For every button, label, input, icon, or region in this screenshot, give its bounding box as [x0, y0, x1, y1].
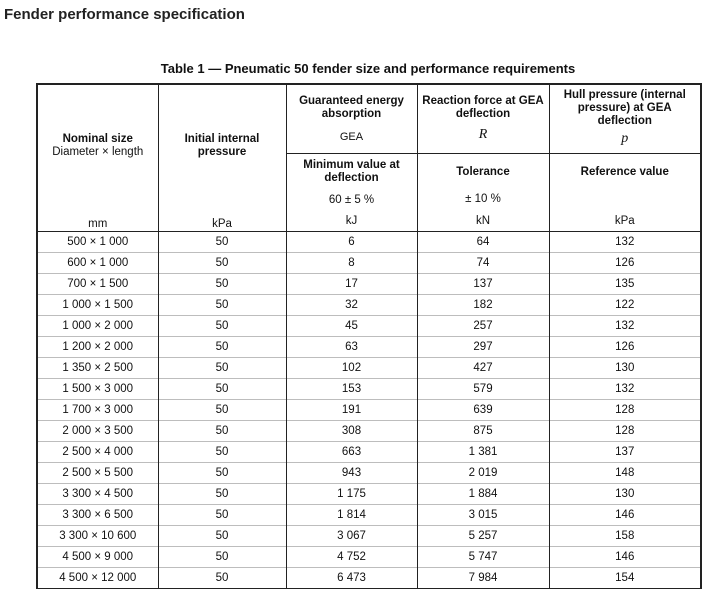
cell-energy: 1 175	[286, 484, 417, 505]
cell-hull-pressure: 122	[549, 295, 701, 316]
cell-reaction-force: 64	[417, 232, 549, 253]
initial-pressure-line1: Initial internal	[184, 133, 260, 145]
initial-pressure-line2: pressure	[197, 146, 247, 158]
table-row	[37, 484, 701, 505]
cell-initial-pressure: 50	[158, 316, 286, 337]
cell-nominal-size: 2 000 × 3 500	[37, 421, 158, 442]
cell-hull-pressure: 128	[549, 400, 701, 421]
table-row	[37, 505, 701, 526]
cell-nominal-size: 3 300 × 4 500	[37, 484, 158, 505]
cell-initial-pressure: 50	[158, 505, 286, 526]
cell-nominal-size: 4 500 × 9 000	[37, 547, 158, 568]
header-initial-pressure	[158, 84, 286, 232]
cell-initial-pressure: 50	[158, 295, 286, 316]
reaction-line2: deflection	[455, 108, 511, 120]
header-hull	[549, 84, 701, 154]
cell-initial-pressure: 50	[158, 379, 286, 400]
cell-reaction-force: 5 257	[417, 526, 549, 547]
cell-hull-pressure: 126	[549, 253, 701, 274]
cell-reaction-force: 74	[417, 253, 549, 274]
table-body	[37, 84, 701, 589]
cell-energy: 17	[286, 274, 417, 295]
table-row	[37, 421, 701, 442]
cell-reaction-force: 1 884	[417, 484, 549, 505]
table-row	[37, 442, 701, 463]
cell-nominal-size: 2 500 × 4 000	[37, 442, 158, 463]
cell-hull-pressure: 148	[549, 463, 701, 484]
cell-nominal-size: 3 300 × 6 500	[37, 505, 158, 526]
cell-nominal-size: 2 500 × 5 500	[37, 463, 158, 484]
table-row	[37, 337, 701, 358]
nominal-size-subtitle: Diameter × length	[52, 146, 144, 158]
cell-reaction-force: 875	[417, 421, 549, 442]
cell-initial-pressure: 50	[158, 421, 286, 442]
cell-reaction-force: 3 015	[417, 505, 549, 526]
header-energy	[286, 84, 417, 154]
cell-nominal-size: 600 × 1 000	[37, 253, 158, 274]
cell-nominal-size: 1 350 × 2 500	[37, 358, 158, 379]
nominal-size-title: Nominal size	[62, 133, 133, 145]
unit-initial-pressure: kPa	[212, 218, 232, 230]
header-nominal-size	[37, 84, 158, 232]
cell-nominal-size: 700 × 1 500	[37, 274, 158, 295]
cell-reaction-force: 1 381	[417, 442, 549, 463]
cell-energy: 308	[286, 421, 417, 442]
cell-reaction-force: 427	[417, 358, 549, 379]
cell-energy: 102	[286, 358, 417, 379]
cell-reaction-force: 137	[417, 274, 549, 295]
cell-hull-pressure: 135	[549, 274, 701, 295]
energy-range: 60 ± 5 %	[328, 194, 375, 207]
cell-initial-pressure: 50	[158, 568, 286, 589]
table-row	[37, 316, 701, 337]
table-row	[37, 358, 701, 379]
cell-initial-pressure: 50	[158, 358, 286, 379]
table-row	[37, 547, 701, 568]
cell-energy: 1 814	[286, 505, 417, 526]
cell-energy: 4 752	[286, 547, 417, 568]
cell-hull-pressure: 158	[549, 526, 701, 547]
unit-hull: kPa	[614, 214, 635, 227]
reaction-symbol: R	[478, 127, 488, 142]
cell-nominal-size: 500 × 1 000	[37, 232, 158, 253]
cell-nominal-size: 1 500 × 3 000	[37, 379, 158, 400]
table-row	[37, 295, 701, 316]
cell-hull-pressure: 137	[549, 442, 701, 463]
header-energy-min	[286, 154, 417, 212]
cell-initial-pressure: 50	[158, 442, 286, 463]
cell-initial-pressure: 50	[158, 547, 286, 568]
cell-reaction-force: 579	[417, 379, 549, 400]
table-row	[37, 400, 701, 421]
cell-hull-pressure: 132	[549, 316, 701, 337]
energy-min-line1: Minimum value at	[303, 159, 400, 172]
cell-nominal-size: 4 500 × 12 000	[37, 568, 158, 589]
cell-energy: 663	[286, 442, 417, 463]
hull-reference-label: Reference value	[580, 166, 669, 179]
table-row	[37, 274, 701, 295]
cell-initial-pressure: 50	[158, 484, 286, 505]
reaction-tolerance-label: Tolerance	[456, 166, 510, 179]
cell-initial-pressure: 50	[158, 274, 286, 295]
cell-energy: 3 067	[286, 526, 417, 547]
unit-energy: kJ	[286, 212, 417, 232]
cell-nominal-size: 1 700 × 3 000	[37, 400, 158, 421]
cell-energy: 8	[286, 253, 417, 274]
table-row	[37, 379, 701, 400]
header-reaction	[417, 84, 549, 154]
hull-line3: deflection	[597, 115, 652, 127]
cell-reaction-force: 297	[417, 337, 549, 358]
cell-hull-pressure: 126	[549, 337, 701, 358]
cell-energy: 943	[286, 463, 417, 484]
hull-symbol: p	[621, 131, 629, 146]
cell-hull-pressure: 132	[549, 379, 701, 400]
table-row	[37, 253, 701, 274]
cell-energy: 6 473	[286, 568, 417, 589]
energy-min-line2: deflection	[324, 172, 379, 185]
cell-energy: 45	[286, 316, 417, 337]
cell-hull-pressure: 130	[549, 484, 701, 505]
cell-initial-pressure: 50	[158, 526, 286, 547]
cell-energy: 32	[286, 295, 417, 316]
cell-initial-pressure: 50	[158, 337, 286, 358]
cell-initial-pressure: 50	[158, 463, 286, 484]
cell-energy: 153	[286, 379, 417, 400]
unit-reaction: kN	[417, 212, 549, 232]
cell-nominal-size: 1 000 × 2 000	[37, 316, 158, 337]
hull-line1: Hull pressure (internal	[563, 89, 686, 101]
table-caption: Table 1 — Pneumatic 50 fender size and performance requirements	[160, 61, 576, 76]
cell-reaction-force: 639	[417, 400, 549, 421]
cell-energy: 191	[286, 400, 417, 421]
cell-nominal-size: 1 000 × 1 500	[37, 295, 158, 316]
cell-hull-pressure: 128	[549, 421, 701, 442]
energy-symbol: GEA	[339, 131, 364, 143]
energy-line2: absorption	[321, 108, 382, 120]
fender-spec-table	[36, 83, 702, 589]
energy-line1: Guaranteed energy	[299, 95, 404, 107]
reaction-range: ± 10 %	[465, 193, 501, 206]
cell-nominal-size: 1 200 × 2 000	[37, 337, 158, 358]
reaction-line1: Reaction force at GEA	[422, 95, 544, 107]
page-heading: Fender performance specification	[4, 6, 245, 23]
header-hull-ref	[549, 154, 701, 212]
cell-initial-pressure: 50	[158, 232, 286, 253]
table-row	[37, 232, 701, 253]
cell-initial-pressure: 50	[158, 400, 286, 421]
table-row	[37, 463, 701, 484]
unit-nominal-size: mm	[88, 218, 108, 230]
header-reaction-tol	[417, 154, 549, 212]
cell-energy: 63	[286, 337, 417, 358]
cell-hull-pressure: 154	[549, 568, 701, 589]
cell-hull-pressure: 146	[549, 547, 701, 568]
table-row	[37, 526, 701, 547]
hull-line2: pressure) at GEA	[577, 102, 672, 114]
cell-reaction-force: 182	[417, 295, 549, 316]
header-row-top	[37, 84, 701, 154]
cell-hull-pressure: 130	[549, 358, 701, 379]
cell-reaction-force: 7 984	[417, 568, 549, 589]
cell-reaction-force: 2 019	[417, 463, 549, 484]
cell-initial-pressure: 50	[158, 253, 286, 274]
cell-reaction-force: 257	[417, 316, 549, 337]
cell-energy: 6	[286, 232, 417, 253]
cell-reaction-force: 5 747	[417, 547, 549, 568]
cell-hull-pressure: 146	[549, 505, 701, 526]
cell-hull-pressure: 132	[549, 232, 701, 253]
cell-nominal-size: 3 300 × 10 600	[37, 526, 158, 547]
